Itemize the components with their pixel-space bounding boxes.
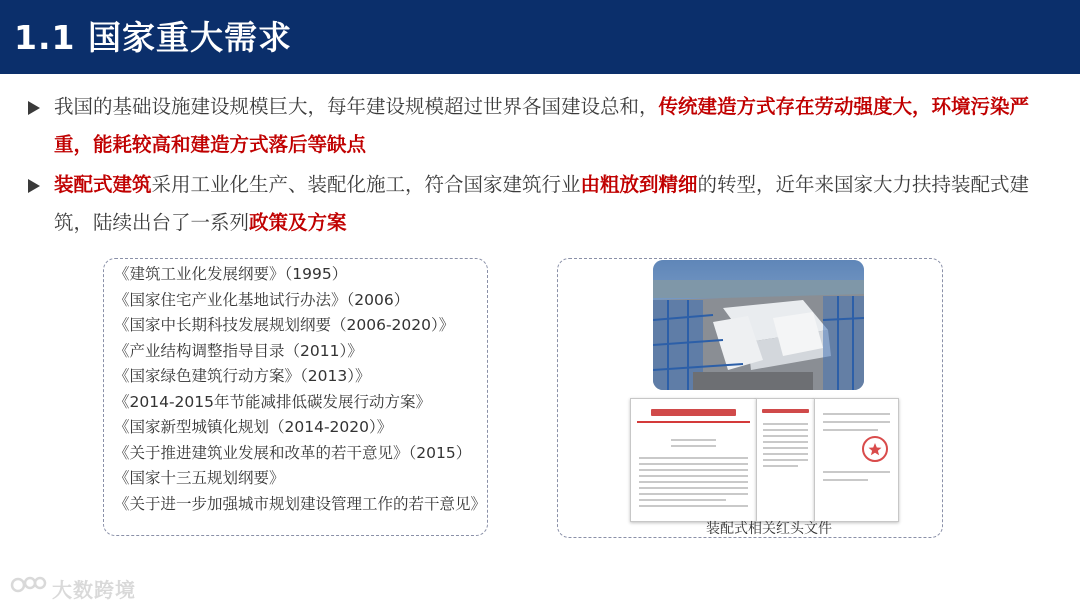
bullet-2-highlight-3: 政策及方案 <box>249 211 347 234</box>
bullet-item-2 <box>28 166 1058 242</box>
policy-item: 《建筑工业化发展纲要》（1995） <box>114 265 348 283</box>
policy-item: 《国家新型城镇化规划（2014-2020）》 <box>114 418 393 436</box>
policy-item: 《关于进一步加强城市规划建设管理工作的若干意见》 <box>114 494 487 513</box>
red-header-document-1 <box>630 398 757 522</box>
policy-item: 《国家住宅产业化基地试行办法》（2006） <box>114 290 410 309</box>
image-caption: 装配式相关红头文件 <box>706 521 832 537</box>
bullet-2-plain-2: 的转型，近年来国家大力扶持装配式建筑，陆续出台了一系列 <box>54 173 1030 234</box>
bullet-arrow-icon <box>28 101 40 115</box>
bullet-item-1 <box>28 88 1058 164</box>
policy-item: 《2014-2015年节能减排低碳发展行动方案》 <box>114 392 431 411</box>
policy-item: 《产业结构调整指导目录（2011）》 <box>114 341 363 360</box>
construction-site-photo <box>653 260 864 390</box>
title-bar <box>0 0 1080 74</box>
bullet-arrow-icon <box>28 179 40 193</box>
bullet-1-plain: 我国的基础设施建设规模巨大，每年建设规模超过世界各国建设总和， <box>54 95 659 118</box>
policy-list <box>114 262 486 517</box>
watermark-logo-icon <box>8 572 48 598</box>
policy-item: 《国家十三五规划纲要》 <box>114 469 285 487</box>
construction-site-illustration <box>653 260 864 390</box>
page-title: 1.1 国家重大需求 <box>14 18 292 57</box>
bullet-text-2 <box>54 166 1058 242</box>
policy-item: 《国家绿色建筑行动方案》（2013）》 <box>114 367 371 385</box>
bullet-2-highlight-1: 装配式建筑 <box>54 173 152 196</box>
bullet-text-1 <box>54 88 1058 164</box>
bullet-1-highlight: 传统建造方式存在劳动强度大，环境污染严重，能耗较高和建造方式落后等缺点 <box>54 95 1030 156</box>
bullet-2-highlight-2: 由粗放到精细 <box>580 173 698 196</box>
red-seal-icon <box>861 435 889 463</box>
red-header-document-2 <box>756 398 815 522</box>
red-header-document-3 <box>814 398 899 522</box>
bullet-2-plain-1: 采用工业化生产、装配化施工，符合国家建筑行业 <box>151 173 581 196</box>
watermark-text: 大数跨境 <box>52 578 136 602</box>
policy-item: 《国家中长期科技发展规划纲要（2006-2020）》 <box>114 316 455 334</box>
policy-item: 《关于推进建筑业发展和改革的若干意见》（2015） <box>114 443 472 462</box>
